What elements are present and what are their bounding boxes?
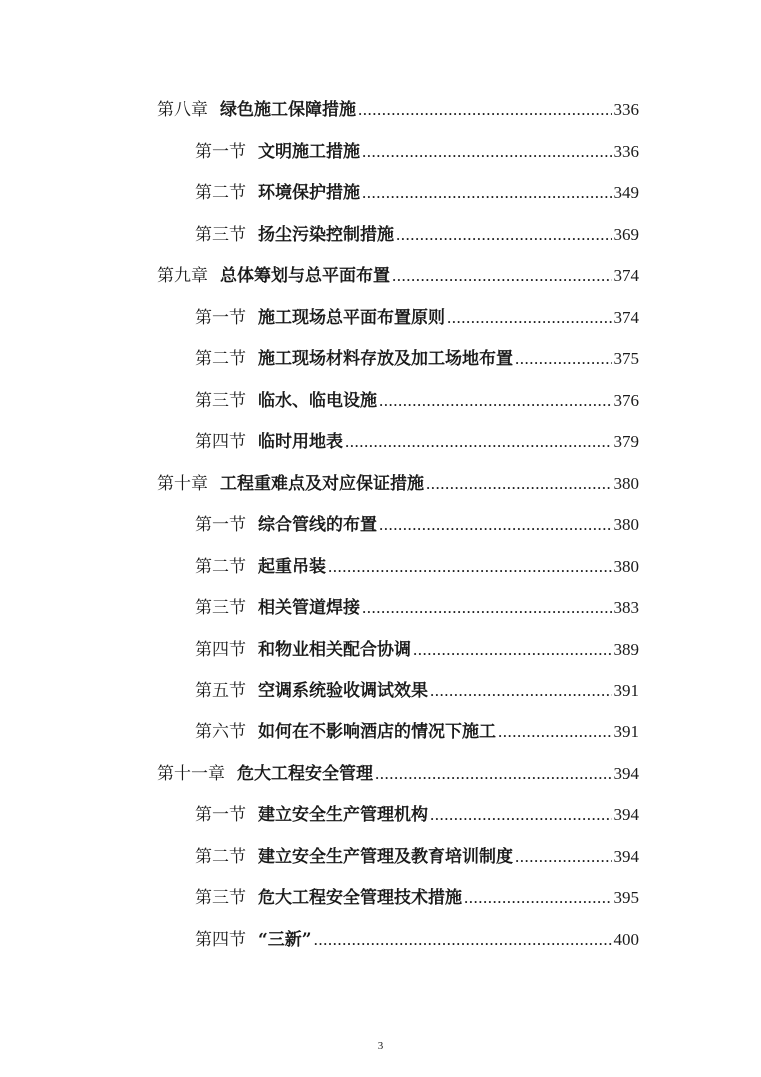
toc-row-section[interactable] (195, 429, 639, 455)
toc-page: 380 (613, 474, 639, 493)
toc-label: 第四节 (195, 930, 246, 950)
toc-title: 工程重难点及对应保证措施 (220, 474, 424, 494)
toc-label: 第三节 (195, 888, 246, 908)
toc-title: 施工现场材料存放及加工场地布置 (258, 349, 513, 369)
toc-title: 建立安全生产管理及教育培训制度 (258, 847, 513, 867)
dot-leader (358, 97, 612, 123)
toc-page: 336 (613, 142, 639, 161)
toc-row-section[interactable] (195, 139, 639, 165)
toc-row-section[interactable] (195, 927, 639, 953)
toc-page: 394 (613, 805, 639, 824)
dot-leader (379, 388, 612, 414)
dot-leader (426, 471, 612, 497)
toc-row-section[interactable] (195, 802, 639, 828)
dot-leader (379, 512, 612, 538)
toc-page: 400 (613, 930, 639, 949)
toc-title: 危大工程安全管理技术措施 (258, 888, 462, 908)
toc-page: 379 (613, 432, 639, 451)
toc-label: 第二节 (195, 847, 246, 867)
toc-label: 第八章 (157, 100, 208, 120)
toc-title: 和物业相关配合协调 (258, 640, 411, 660)
toc-title: 相关管道焊接 (258, 598, 360, 618)
toc-row-section[interactable] (195, 554, 639, 580)
toc-label: 第一节 (195, 515, 246, 535)
dot-leader (430, 802, 612, 828)
toc-label: 第五节 (195, 681, 246, 701)
toc-title: 空调系统验收调试效果 (258, 681, 428, 701)
toc-row-section[interactable] (195, 844, 639, 870)
toc-label: 第四节 (195, 640, 246, 660)
toc-row-chapter-10[interactable] (157, 471, 639, 497)
toc-label: 第一节 (195, 142, 246, 162)
toc-title: 总体筹划与总平面布置 (220, 266, 390, 286)
toc-title: “三新” (258, 930, 312, 950)
toc-row-section[interactable] (195, 222, 639, 248)
toc-title: 如何在不影响酒店的情况下施工 (258, 722, 496, 742)
toc-label: 第二节 (195, 557, 246, 577)
toc-row-section[interactable] (195, 595, 639, 621)
dot-leader (498, 719, 612, 745)
toc-row-section[interactable] (195, 719, 639, 745)
toc-page: 394 (613, 847, 639, 866)
toc-page: 374 (613, 308, 639, 327)
toc-page: 389 (613, 640, 639, 659)
toc-page: 380 (613, 557, 639, 576)
dot-leader (396, 222, 612, 248)
toc-page: 394 (613, 764, 639, 783)
toc-page: 380 (613, 515, 639, 534)
toc-title: 临水、临电设施 (258, 391, 377, 411)
toc-title: 施工现场总平面布置原则 (258, 308, 445, 328)
toc-page: 369 (613, 225, 639, 244)
toc-title: 临时用地表 (258, 432, 343, 452)
dot-leader (328, 554, 612, 580)
toc-label: 第二节 (195, 183, 246, 203)
toc-page: 391 (613, 722, 639, 741)
toc-row-section[interactable] (195, 305, 639, 331)
toc-label: 第三节 (195, 598, 246, 618)
toc-page: 375 (613, 349, 639, 368)
dot-leader (362, 595, 612, 621)
toc-title: 危大工程安全管理 (237, 764, 373, 784)
dot-leader (447, 305, 612, 331)
toc-label: 第十一章 (157, 764, 225, 784)
dot-leader (345, 429, 612, 455)
dot-leader (430, 678, 612, 704)
toc-row-section[interactable] (195, 678, 639, 704)
toc-row-section[interactable] (195, 346, 639, 372)
toc-title: 起重吊装 (258, 557, 326, 577)
toc-page: 376 (613, 391, 639, 410)
toc-title: 扬尘污染控制措施 (258, 225, 394, 245)
toc-title: 建立安全生产管理机构 (258, 805, 428, 825)
dot-leader (362, 139, 612, 165)
toc-label: 第九章 (157, 266, 208, 286)
toc-row-section[interactable] (195, 637, 639, 663)
toc-title: 文明施工措施 (258, 142, 360, 162)
dot-leader (413, 637, 612, 663)
toc-row-section[interactable] (195, 512, 639, 538)
toc-row-section[interactable] (195, 388, 639, 414)
toc-title: 环境保护措施 (258, 183, 360, 203)
toc-page: 383 (613, 598, 639, 617)
dot-leader (375, 761, 612, 787)
toc-label: 第四节 (195, 432, 246, 452)
toc-label: 第三节 (195, 225, 246, 245)
dot-leader (515, 346, 612, 372)
toc-row-chapter-8[interactable] (157, 97, 639, 123)
dot-leader (392, 263, 612, 289)
dot-leader (362, 180, 612, 206)
toc-title: 综合管线的布置 (258, 515, 377, 535)
toc-page: 349 (613, 183, 639, 202)
page-number: 3 (377, 1040, 384, 1052)
toc-page: 395 (613, 888, 639, 907)
toc-page: 391 (613, 681, 639, 700)
toc-row-chapter-9[interactable] (157, 263, 639, 289)
dot-leader (515, 844, 612, 870)
toc-label: 第三节 (195, 391, 246, 411)
toc-row-section[interactable] (195, 180, 639, 206)
toc-label: 第六节 (195, 722, 246, 742)
toc-label: 第二节 (195, 349, 246, 369)
toc-page: 336 (613, 100, 639, 119)
toc-title: 绿色施工保障措施 (220, 100, 356, 120)
toc-row-section[interactable] (195, 885, 639, 911)
toc-page: 374 (613, 266, 639, 285)
dot-leader (464, 885, 612, 911)
toc-label: 第十章 (157, 474, 208, 494)
dot-leader (314, 927, 612, 953)
toc-label: 第一节 (195, 308, 246, 328)
toc-row-chapter-11[interactable] (157, 761, 639, 787)
toc-label: 第一节 (195, 805, 246, 825)
